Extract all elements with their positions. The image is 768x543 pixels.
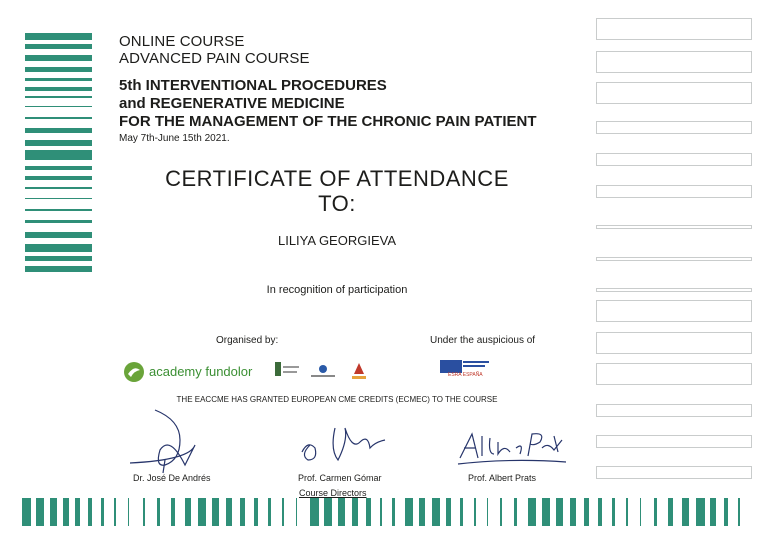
academy-logo-text: academy fundolor	[149, 364, 253, 379]
certificate-title-to: TO:	[318, 191, 356, 216]
course-directors-label: Course Directors	[299, 488, 367, 498]
academy-fundolor-logo	[123, 361, 253, 383]
signature-carmen-gomar	[290, 420, 390, 470]
recognition-text: In recognition of participation	[266, 284, 408, 296]
recipient-name: LILIYA GEORGIEVA	[277, 233, 396, 248]
partner-logos	[273, 360, 373, 382]
esra-espana-logo: ESRA ESPAÑA	[440, 360, 490, 378]
course-name: ADVANCED PAIN COURSE	[119, 50, 310, 67]
signature-jose-de-andres	[125, 405, 215, 475]
signatory-name-1: Dr. José De Andrés	[133, 473, 211, 483]
course-title-line1: 5th INTERVENTIONAL PROCEDURES	[119, 77, 387, 94]
course-title-line3: FOR THE MANAGEMENT OF THE CHRONIC PAIN PATIENT	[119, 113, 537, 130]
course-dates: May 7th-June 15th 2021.	[119, 133, 230, 144]
signature-albert-prats	[450, 428, 570, 470]
auspices-label: Under the auspicious of	[430, 335, 536, 346]
institution-logos-icon	[273, 360, 373, 382]
course-type: ONLINE COURSE	[119, 33, 245, 50]
course-title-line2: and REGENERATIVE MEDICINE	[119, 95, 345, 112]
signatory-name-2: Prof. Carmen Gómar	[298, 473, 382, 483]
signatory-name-3: Prof. Albert Prats	[468, 473, 537, 483]
academy-leaf-icon	[123, 361, 145, 383]
certificate-title: CERTIFICATE OF ATTENDANCE	[165, 166, 509, 191]
organised-by-label: Organised by:	[216, 335, 279, 346]
accreditation-text: THE EACCME HAS GRANTED EUROPEAN CME CREDITS (ECMEC) TO THE COURSE	[176, 395, 498, 404]
